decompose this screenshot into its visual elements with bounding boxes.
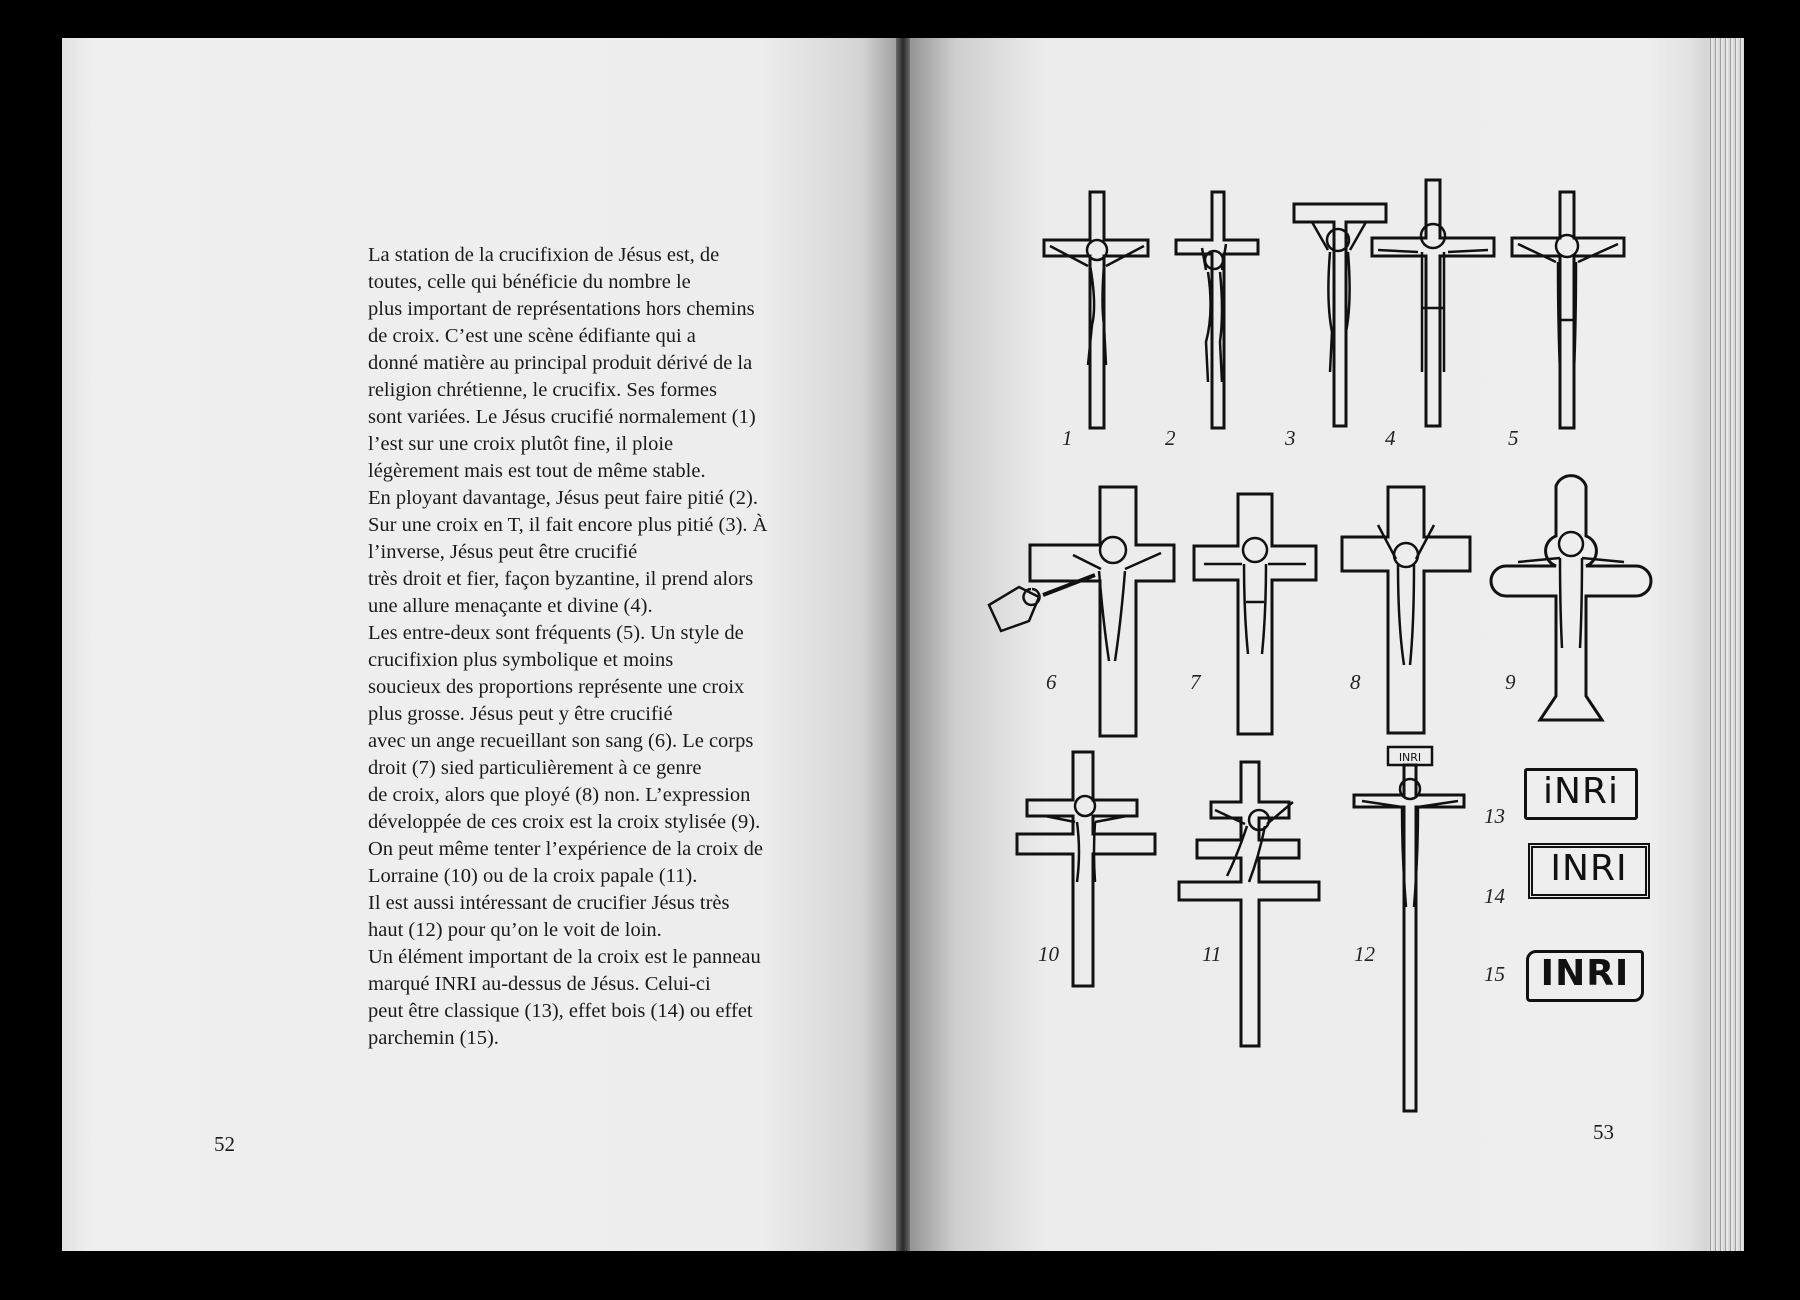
inri-sign-wood: INRI	[1528, 843, 1650, 899]
figure-number-11: 11	[1202, 942, 1222, 966]
text-line: de croix, alors que ployé (8) non. L’expression	[368, 784, 751, 806]
text-line: En ployant davantage, Jésus peut faire pitié (2).	[368, 487, 758, 509]
figure-number-8: 8	[1350, 670, 1361, 694]
figure-number-2: 2	[1165, 426, 1176, 450]
crucifix-7-illustration	[1190, 492, 1320, 737]
figure-number-14: 14	[1484, 884, 1505, 908]
figure-number-15: 15	[1484, 962, 1505, 986]
inri-sign-parchment: INRI	[1526, 950, 1644, 1002]
svg-text:INRI: INRI	[1398, 751, 1422, 764]
text-line: Les entre-deux sont fréquents (5). Un style de	[368, 622, 744, 644]
inri-sign-classic: iNRi	[1524, 768, 1638, 820]
text-line: Lorraine (10) ou de la croix papale (11).	[368, 865, 698, 887]
text-line: une allure menaçante et divine (4).	[368, 595, 653, 617]
text-line: marqué INRI au-dessus de Jésus. Celui-ci	[368, 973, 711, 995]
page-number-left: 52	[214, 1132, 235, 1156]
text-line: l’inverse, Jésus peut être crucifié	[368, 541, 638, 563]
crucifix-5-illustration	[1508, 190, 1628, 430]
text-line: plus grosse. Jésus peut y être crucifié	[368, 703, 673, 725]
crucifix-11-illustration	[1175, 760, 1325, 1050]
page-number-right: 53	[1593, 1120, 1614, 1144]
text-line: haut (12) pour qu’on le voit de loin.	[368, 919, 662, 941]
text-line: La station de la crucifixion de Jésus est, de	[368, 244, 720, 266]
text-line: plus important de représentations hors chemins	[368, 298, 755, 320]
text-line: très droit et fier, façon byzantine, il prend alors	[368, 568, 754, 590]
page-edges	[1708, 38, 1744, 1251]
text-line: donné matière au principal produit dérivé de la	[368, 352, 753, 374]
crucifix-4-illustration	[1368, 178, 1498, 428]
figure-number-12: 12	[1354, 942, 1375, 966]
body-text	[368, 242, 838, 1052]
text-line: Un élément important de la croix est le panneau	[368, 946, 761, 968]
text-line: crucifixion plus symbolique et moins	[368, 649, 674, 671]
figure-number-4: 4	[1385, 426, 1396, 450]
crucifix-6-illustration	[985, 485, 1185, 740]
text-line: Sur une croix en T, il fait encore plus pitié (3). À	[368, 514, 768, 536]
crucifix-2-illustration	[1172, 190, 1262, 430]
text-line: peut être classique (13), effet bois (14) ou effet	[368, 1000, 753, 1022]
figure-number-5: 5	[1508, 426, 1519, 450]
crucifix-12-illustration	[1350, 745, 1470, 1115]
figure-number-6: 6	[1046, 670, 1057, 694]
text-line: soucieux des proportions représente une croix	[368, 676, 745, 698]
crucifix-1-illustration	[1040, 190, 1150, 430]
text-line: développée de ces croix est la croix stylisée (9).	[368, 811, 761, 833]
text-line: l’est sur une croix plutôt fine, il ploie	[368, 433, 674, 455]
text-line: sont variées. Le Jésus crucifié normalement (1)	[368, 406, 756, 428]
text-line: religion chrétienne, le crucifix. Ses formes	[368, 379, 717, 401]
text-line: On peut même tenter l’expérience de la croix de	[368, 838, 764, 860]
text-line: droit (7) sied particulièrement à ce genre	[368, 757, 702, 779]
text-line: parchemin (15).	[368, 1027, 499, 1049]
text-line: légèrement mais est tout de même stable.	[368, 460, 706, 482]
book-gutter	[896, 38, 910, 1251]
figure-number-9: 9	[1505, 670, 1516, 694]
figure-number-1: 1	[1062, 426, 1073, 450]
crucifix-8-illustration	[1338, 485, 1474, 737]
text-line: de croix. C’est une scène édifiante qui a	[368, 325, 696, 347]
figure-number-13: 13	[1484, 804, 1505, 828]
text-line: Il est aussi intéressant de crucifier Jésus très	[368, 892, 730, 914]
figure-number-7: 7	[1190, 670, 1201, 694]
text-line: toutes, celle qui bénéficie du nombre le	[368, 271, 691, 293]
figure-number-3: 3	[1285, 426, 1296, 450]
text-line: avec un ange recueillant son sang (6). Le corps	[368, 730, 754, 752]
figure-number-10: 10	[1038, 942, 1059, 966]
